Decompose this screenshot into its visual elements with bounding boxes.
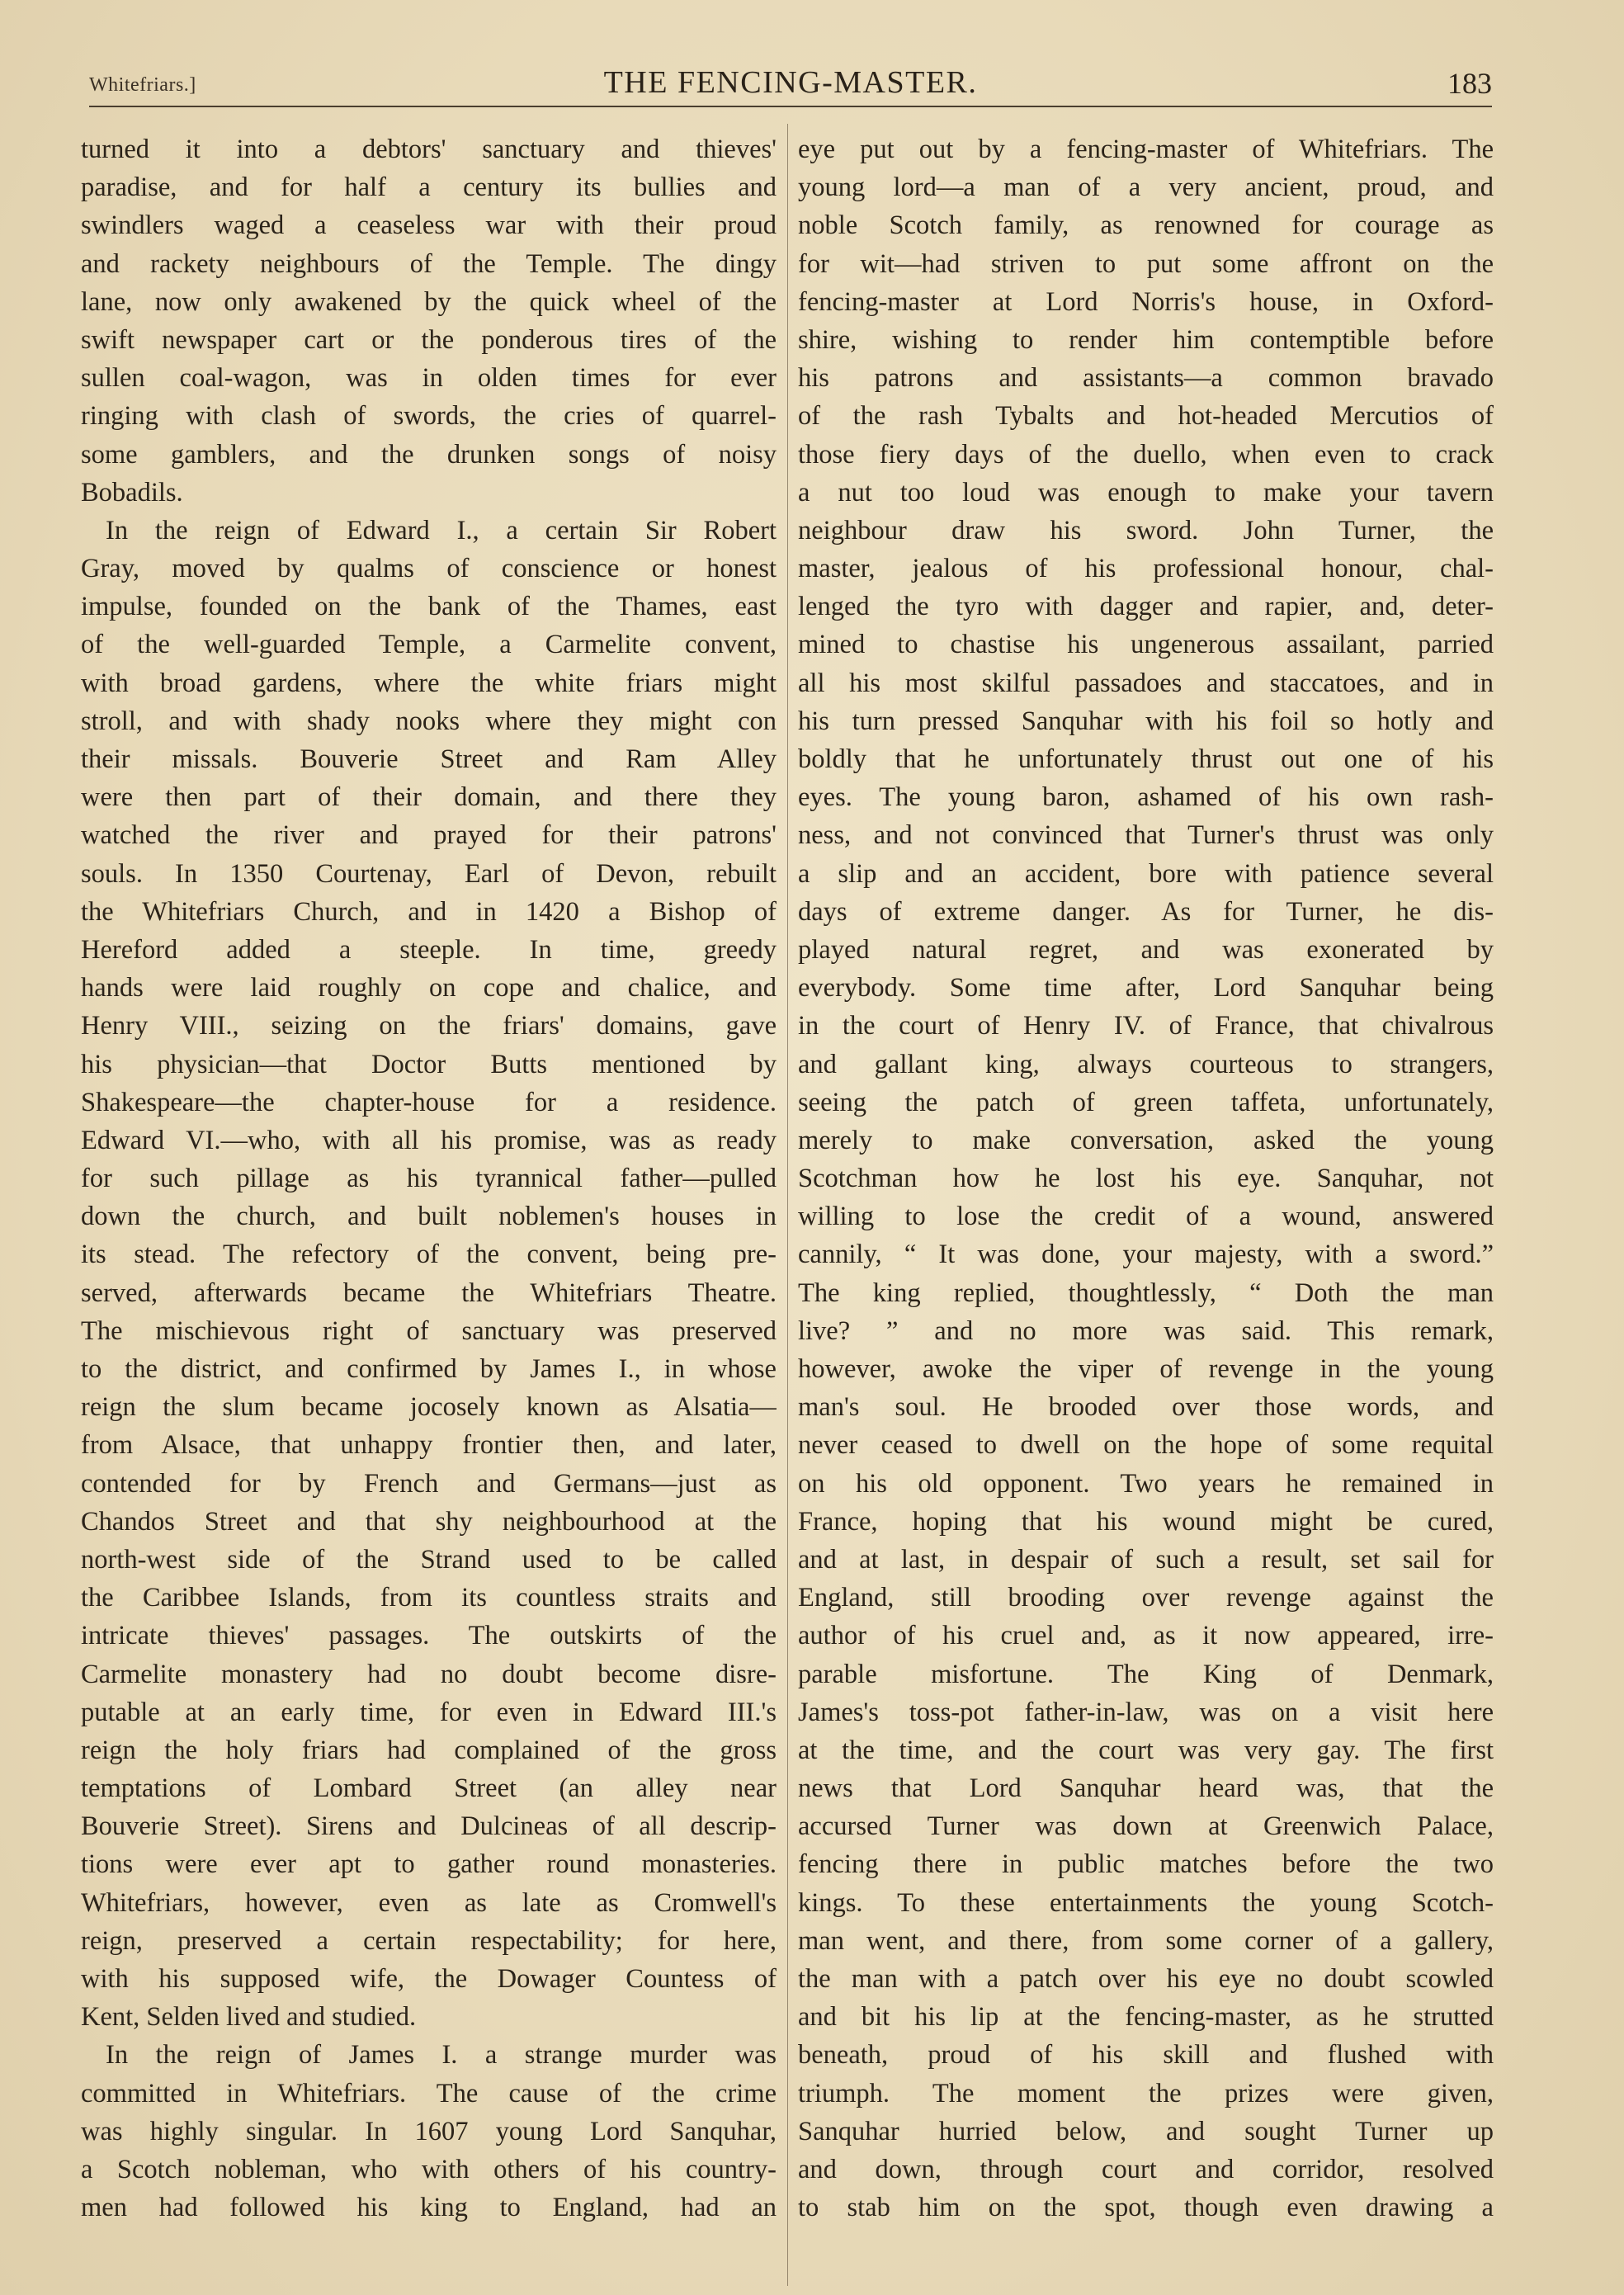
text-line: to the district, and confirmed by James I., in whose	[81, 1354, 777, 1384]
text-line: contended for by French and Germans—just as	[81, 1468, 777, 1499]
running-head-title: THE FENCING-MASTER.	[603, 65, 978, 100]
running-head-section: Whitefriars.]	[89, 74, 196, 96]
text-line: Sanquhar hurried below, and sought Turner up	[798, 2116, 1494, 2146]
text-line: the Whitefriars Church, and in 1420 a Bishop of	[81, 896, 777, 927]
text-line: the Caribbee Islands, from its countless straits and	[81, 1583, 777, 1613]
text-line: played natural regret, and was exonerated by	[798, 934, 1494, 965]
text-line: watched the river and prayed for their patrons'	[81, 820, 777, 851]
text-line: the man with a patch over his eye no doubt scowled	[798, 1964, 1494, 1994]
text-line: however, awoke the viper of revenge in the young	[798, 1354, 1494, 1384]
text-line: The king replied, thoughtlessly, “ Doth the man	[798, 1277, 1494, 1308]
text-line: man went, and there, from some corner of a gallery,	[798, 1925, 1494, 1956]
text-line: men had followed his king to England, had an	[81, 2193, 777, 2223]
text-line: were then part of their domain, and there they	[81, 782, 777, 813]
text-line: boldly that he unfortunately thrust out one of his	[798, 744, 1494, 774]
right-text-column	[798, 130, 1494, 2227]
text-line: neighbour draw his sword. John Turner, the	[798, 515, 1494, 545]
text-line: Scotchman how he lost his eye. Sanquhar, not	[798, 1164, 1494, 1194]
text-line: at the time, and the court was very gay. The first	[798, 1735, 1494, 1765]
text-line: fencing-master at Lord Norris's house, in Oxford-	[798, 286, 1494, 317]
text-line: news that Lord Sanquhar heard was, that the	[798, 1773, 1494, 1804]
text-line: and rackety neighbours of the Temple. The dingy	[81, 248, 777, 279]
text-line: master, jealous of his professional honour, chal-	[798, 554, 1494, 584]
text-line: swift newspaper cart or the ponderous tires of the	[81, 324, 777, 355]
text-line: their missals. Bouverie Street and Ram Alley	[81, 744, 777, 774]
text-line: everybody. Some time after, Lord Sanquhar being	[798, 973, 1494, 1003]
text-line: his physician—that Doctor Butts mentioned by	[81, 1049, 777, 1079]
text-line: author of his cruel and, as it now appeared, irre-	[798, 1621, 1494, 1651]
text-line: from Alsace, that unhappy frontier then, and later,	[81, 1430, 777, 1461]
text-line: swindlers waged a ceaseless war with their proud	[81, 210, 777, 241]
left-text-column	[81, 130, 777, 2227]
text-line: Shakespeare—the chapter-house for a residence.	[81, 1087, 777, 1117]
text-line: In the reign of James I. a strange murder was	[106, 2040, 777, 2071]
text-line: and down, through court and corridor, resolved	[798, 2154, 1494, 2184]
text-line: ness, and not convinced that Turner's thrust was only	[798, 820, 1494, 851]
text-line: Bouverie Street). Sirens and Dulcineas of all descrip-	[81, 1811, 777, 1842]
text-line: its stead. The refectory of the convent, being pre-	[81, 1240, 777, 1270]
text-line: reign, preserved a certain respectability; for here,	[81, 1925, 777, 1956]
text-line: down the church, and built noblemen's houses in	[81, 1202, 777, 1232]
text-line: in the court of Henry IV. of France, that chivalrous	[798, 1011, 1494, 1041]
text-line: Henry VIII., seizing on the friars' domains, gave	[81, 1011, 777, 1041]
text-line: shire, wishing to render him contemptible before	[798, 324, 1494, 355]
column-divider	[787, 124, 788, 2286]
text-line: ringing with clash of swords, the cries of quarrel-	[81, 401, 777, 432]
text-line: lane, now only awakened by the quick wheel of the	[81, 286, 777, 317]
text-line: and gallant king, always courteous to strangers,	[798, 1049, 1494, 1079]
text-line: on his old opponent. Two years he remained in	[798, 1468, 1494, 1499]
text-line: England, still brooding over revenge against the	[798, 1583, 1494, 1613]
text-line: of the rash Tybalts and hot-headed Mercutios of	[798, 401, 1494, 432]
text-line: committed in Whitefriars. The cause of the crime	[81, 2078, 777, 2108]
text-line: triumph. The moment the prizes were given,	[798, 2078, 1494, 2108]
text-line: tions were ever apt to gather round monasteries.	[81, 1849, 777, 1880]
text-line: fencing there in public matches before the two	[798, 1849, 1494, 1880]
text-line: for such pillage as his tyrannical father—pulled	[81, 1164, 777, 1194]
text-line: noble Scotch family, as renowned for courage as	[798, 210, 1494, 241]
text-line: cannily, “ It was done, your majesty, with a sword.”	[798, 1240, 1494, 1270]
text-line: days of extreme danger. As for Turner, he dis-	[798, 896, 1494, 927]
text-line: willing to lose the credit of a wound, answered	[798, 1202, 1494, 1232]
text-line: to stab him on the spot, though even drawing a	[798, 2193, 1494, 2223]
text-line: never ceased to dwell on the hope of some requital	[798, 1430, 1494, 1461]
text-line: Carmelite monastery had no doubt become disre-	[81, 1659, 777, 1689]
text-line: mined to chastise his ungenerous assailant, parried	[798, 630, 1494, 660]
text-line: kings. To these entertainments the young Scotch-	[798, 1887, 1494, 1918]
text-line: Whitefriars, however, even as late as Cromwell's	[81, 1887, 777, 1918]
text-line: with broad gardens, where the white friars might	[81, 668, 777, 698]
text-line: beneath, proud of his skill and flushed with	[798, 2040, 1494, 2071]
text-line: a nut too loud was enough to make your tavern	[798, 477, 1494, 508]
header-rule	[89, 106, 1492, 107]
text-line: eyes. The young baron, ashamed of his own rash-	[798, 782, 1494, 813]
text-line: reign the slum became jocosely known as Alsatia—	[81, 1392, 777, 1423]
text-line: In the reign of Edward I., a certain Sir Robert	[106, 515, 777, 545]
text-line: hands were laid roughly on cope and chalice, and	[81, 973, 777, 1003]
text-line: Edward VI.—who, with all his promise, was as ready	[81, 1125, 777, 1155]
text-line: Hereford added a steeple. In time, greedy	[81, 934, 777, 965]
text-line: Chandos Street and that shy neighbourhood at the	[81, 1506, 777, 1537]
text-line: James's toss-pot father-in-law, was on a visit here	[798, 1697, 1494, 1727]
text-line: France, hoping that his wound might be cured,	[798, 1506, 1494, 1537]
running-head	[89, 59, 1492, 109]
text-line: stroll, and with shady nooks where they might con	[81, 706, 777, 736]
text-line: and bit his lip at the fencing-master, as he strutted	[798, 2002, 1494, 2033]
text-line: accursed Turner was down at Greenwich Palace,	[798, 1811, 1494, 1842]
text-line: all his most skilful passadoes and staccatoes, and in	[798, 668, 1494, 698]
text-line: Bobadils.	[81, 477, 183, 508]
text-line: sullen coal-wagon, was in olden times for ever	[81, 363, 777, 394]
text-line: young lord—a man of a very ancient, proud, and	[798, 172, 1494, 203]
text-line: turned it into a debtors' sanctuary and thieves'	[81, 135, 777, 164]
text-line: eye put out by a fencing-master of Whitefriars. The	[798, 135, 1494, 164]
text-line: north-west side of the Strand used to be called	[81, 1544, 777, 1575]
text-line: Kent, Selden lived and studied.	[81, 2002, 417, 2033]
text-line: a Scotch nobleman, who with others of his country-	[81, 2154, 777, 2184]
text-line: lenged the tyro with dagger and rapier, and, deter-	[798, 592, 1494, 622]
text-line: some gamblers, and the drunken songs of noisy	[81, 439, 777, 470]
text-line: a slip and an accident, bore with patience several	[798, 858, 1494, 889]
text-line: reign the holy friars had complained of the gross	[81, 1735, 777, 1765]
text-line: with his supposed wife, the Dowager Countess of	[81, 1964, 777, 1994]
text-line: seeing the patch of green taffeta, unfortunately,	[798, 1087, 1494, 1117]
text-line: live? ” and no more was said. This remark,	[798, 1315, 1494, 1346]
text-line: putable at an early time, for even in Edward III.'s	[81, 1697, 777, 1727]
text-line: his patrons and assistants—a common bravado	[798, 363, 1494, 394]
text-line: The mischievous right of sanctuary was preserved	[81, 1315, 777, 1346]
text-line: paradise, and for half a century its bullies and	[81, 172, 777, 203]
text-line: intricate thieves' passages. The outskirts of the	[81, 1621, 777, 1651]
text-line: parable misfortune. The King of Denmark,	[798, 1659, 1494, 1689]
text-line: impulse, founded on the bank of the Thames, east	[81, 592, 777, 622]
text-line: Gray, moved by qualms of conscience or honest	[81, 554, 777, 584]
text-line: for wit—had striven to put some affront on the	[798, 248, 1494, 279]
text-line: souls. In 1350 Courtenay, Earl of Devon, rebuilt	[81, 858, 777, 889]
text-line: those fiery days of the duello, when even to crack	[798, 439, 1494, 470]
text-line: temptations of Lombard Street (an alley near	[81, 1773, 777, 1804]
text-line: was highly singular. In 1607 young Lord Sanquhar,	[81, 2116, 777, 2146]
text-line: his turn pressed Sanquhar with his foil so hotly and	[798, 706, 1494, 736]
text-line: man's soul. He brooded over those words, and	[798, 1392, 1494, 1423]
page-number: 183	[1447, 67, 1492, 100]
text-line: served, afterwards became the Whitefriars Theatre.	[81, 1277, 777, 1308]
text-line: and at last, in despair of such a result, set sail for	[798, 1544, 1494, 1575]
text-line: merely to make conversation, asked the young	[798, 1125, 1494, 1155]
text-line: of the well-guarded Temple, a Carmelite convent,	[81, 630, 777, 660]
